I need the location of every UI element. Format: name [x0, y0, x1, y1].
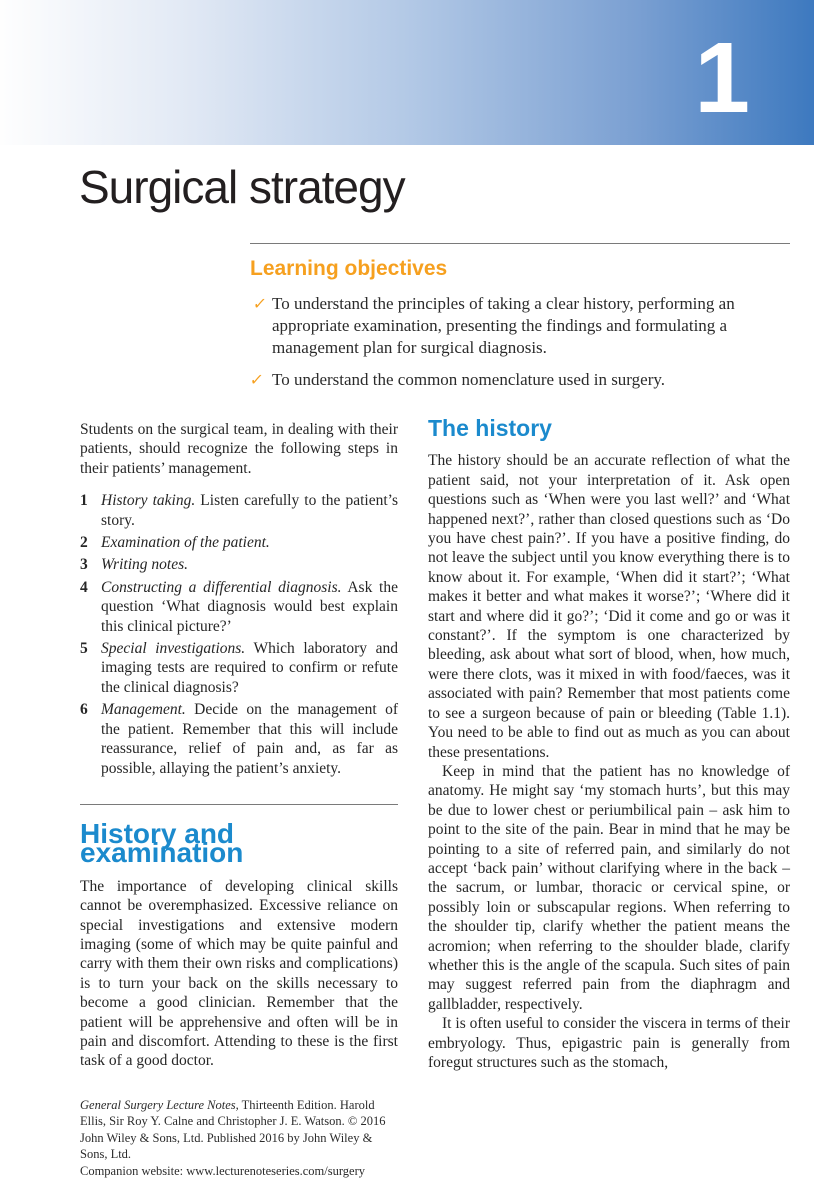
left-column	[80, 420, 398, 1179]
list-text	[101, 491, 398, 530]
copyright-footnote	[80, 1097, 398, 1179]
list-number: 2	[80, 534, 88, 552]
list-text	[101, 639, 398, 697]
list-rest: Decide on the management of the patient. Remember that this will include reassurance, relief of pain and, as far as possible, allaying the patient’s anxiety.	[101, 701, 398, 777]
list-item	[80, 533, 398, 552]
companion-website-line: Companion website: www.lecturenoteseries.com/surgery	[80, 1163, 365, 1178]
list-text	[101, 578, 398, 636]
list-rest: Listen carefully to the patient’s story.	[101, 492, 399, 529]
chapter-number: 1	[694, 22, 750, 134]
section-heading-history-and-examination: History and examination	[80, 817, 244, 869]
body-paragraph: The history should be an accurate reflection of what the patient said, not your interpretation of it. Ask open questions such as ‘When were you last well?’ and ‘What happened next?’, rather than closed questions such as ‘Do you have chest pain?’. If you have a positive finding, do not leave the subject until you know everything there is to know about it. For example, ‘When did it start?’; ‘What makes it better and what makes it worse?’; ‘Where did it start and where did it go?’; ‘Did it come and go or was it constant?’. If the symptom is one characterized by bleeding, ask about what sort of blood, when, how much, were there clots, was it mixed in with food/faeces, was it associated with pain? Remember that most patients come to see a surgeon because of pain or bleeding (Table 1.1). You need to be able to find out as much as you can about these presentations.	[428, 452, 790, 761]
chapter-title: Surgical strategy	[79, 161, 405, 213]
list-item	[80, 491, 398, 530]
list-lead: Special investigations.	[101, 640, 246, 658]
list-rest: Ask the question ‘What diagnosis would best explain this clinical picture?’	[101, 578, 398, 635]
list-number: 3	[80, 556, 88, 574]
objective-text: To understand the common nomenclature used in surgery.	[272, 370, 666, 389]
body-paragraph: It is often useful to consider the viscera in terms of their embryology. Thus, epigastric pain is generally from foregut structures such as the stomach,	[428, 1015, 790, 1071]
checkmark-icon: ✓	[248, 370, 265, 389]
right-column	[428, 415, 790, 1072]
list-item	[80, 700, 398, 778]
list-lead: Management.	[101, 701, 186, 719]
list-text	[101, 533, 398, 552]
footnote-citation	[80, 1097, 398, 1163]
footnote-rest: Thirteenth Edition. Harold Ellis, Sir Roy Y. Calne and Christopher J. E. Watson. © 2016 John Wiley & Sons, Ltd. Published 2016 by John Wiley & Sons, Ltd.	[80, 1097, 386, 1162]
chapter-banner	[0, 0, 814, 145]
body-paragraph: Keep in mind that the patient has no knowledge of anatomy. He might say ‘my stomach hurts’, but this may be due to lower chest or periumbilical pain – ask him to point to the site of the pain. Bear in mind that he may be pointing to a site of referred pain, and similarly do not accept ‘back pain’ without clarifying where in the back – the sacrum, or lumbar, thoracic or cervical spine, or possibly loin or subscapular regions. When referring to the shoulder tip, clarify whether the patient means the acromion; when referring to the shoulder blade, clarify whether this is the angle of the scapula. Such sites of pain may suggest referred pain from the diaphragm and gallbladder, respectively.	[428, 762, 790, 1013]
list-item	[80, 555, 398, 574]
management-steps-list	[80, 491, 398, 778]
section-divider	[80, 804, 398, 805]
learning-objectives-heading: Learning objectives	[250, 257, 448, 280]
list-item	[80, 639, 398, 697]
checkmark-icon: ✓	[251, 294, 268, 313]
section-paragraph: The importance of developing clinical skills cannot be overemphasized. Excessive reliance on special investigations and extensive modern imaging (some of which may be quite painful and carry with them their own risks and complications) is to turn your back on the skills necessary to become a good clinician. Remember that the patient will be apprehensive and often will be in pain and discomfort. Attending to these is the first task of a good doctor.	[80, 877, 398, 1070]
list-number: 4	[80, 578, 88, 596]
objective-text: To understand the principles of taking a clear history, performing an appropriate examination, presenting the findings and formulating a management plan for surgical diagnosis.	[272, 294, 735, 357]
objective-item	[250, 369, 790, 391]
objective-item	[250, 293, 790, 359]
section-heading-the-history: The history	[428, 415, 552, 441]
list-text	[101, 700, 398, 778]
list-lead: History taking.	[101, 492, 196, 510]
list-number: 1	[80, 492, 88, 510]
list-number: 5	[80, 640, 88, 658]
list-text	[101, 555, 398, 574]
list-rest: Which laboratory and imaging tests are required to confirm or refute the clinical diagnosis?	[101, 640, 398, 696]
list-number: 6	[80, 701, 88, 719]
list-lead: Examination of the patient.	[101, 534, 270, 552]
list-lead: Constructing a differential diagnosis.	[101, 578, 342, 596]
list-item	[80, 578, 398, 636]
intro-paragraph: Students on the surgical team, in dealing with their patients, should recognize the following steps in their patients’ management.	[80, 421, 398, 477]
learning-objectives-box	[250, 243, 790, 401]
book-title: General Surgery Lecture Notes,	[80, 1097, 239, 1112]
list-lead: Writing notes.	[101, 556, 188, 574]
